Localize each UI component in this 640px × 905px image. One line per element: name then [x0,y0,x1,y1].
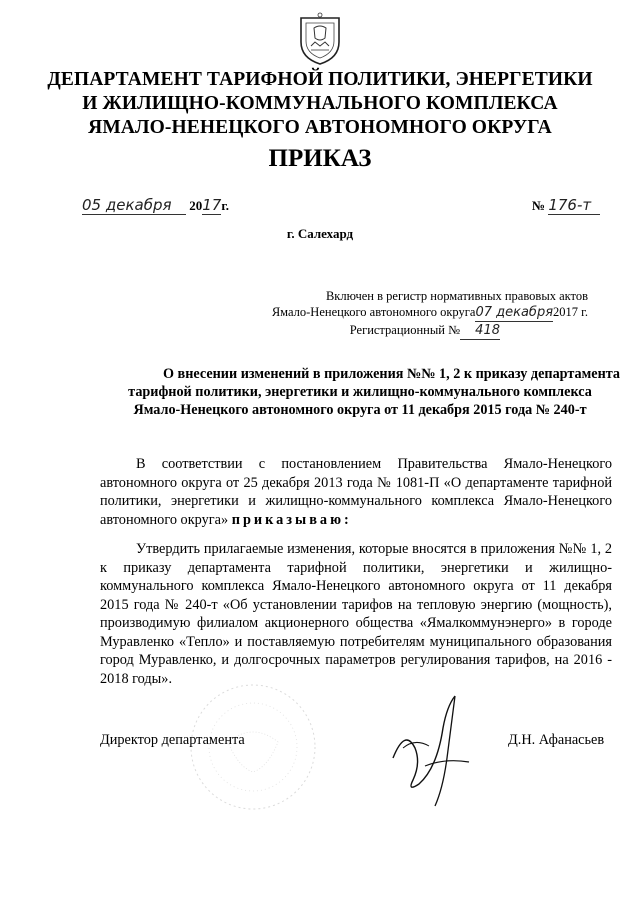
order-year-handwritten: 17 [202,196,222,214]
registration-line-3 [160,322,500,340]
subject-line-3: Ямало-Ненецкого автономного округа от 11 декабря 2015 года № 240-т [133,402,587,418]
order-subject [100,365,620,419]
order-number [532,196,600,215]
registration-year: 2017 г. [553,305,588,319]
registration-line-2 [160,304,588,322]
order-number-handwritten: 176-т [548,196,600,215]
department-header [30,68,610,140]
registration-number-label: Регистрационный № [349,323,460,337]
resolution-paragraph: Утвердить прилагаемые изменения, которые вносятся в приложения №№ 1, 2 к приказу департамента тарифной политики, энергетики и жилищно-коммунального комплекса Ямало-Ненецкого автономного округа от 11 декабря 2015 года № 240-т «Об установлении тарифов на тепловую энергию (мощность), производимую филиалом акционерного общества «Ямалкоммунэнерго» в городе Муравленко «Тепло» и поставляемую потребителям муниципального образования город Муравленко, и долгосрочных параметров регулирования тарифов, на 2016 - 2018 годы». [100,541,612,687]
order-date-handwritten: 05 декабря [82,196,186,215]
department-line-1: ДЕПАРТАМЕНТ ТАРИФНОЙ ПОЛИТИКИ, ЭНЕРГЕТИКИ [47,69,593,90]
director-position: Директор департамента [100,732,245,748]
preamble-paragraph [100,455,612,529]
registration-region: Ямало-Ненецкого автономного округа [271,305,476,319]
order-date [82,196,229,215]
director-name: Д.Н. Афанасьев [508,732,605,748]
department-line-3: ЯМАЛО-НЕНЕЦКОГО АВТОНОМНОГО ОКРУГА [88,117,552,138]
subject-line-1: О внесении изменений в приложения №№ 1, 2 к приказу департамента [162,366,620,382]
subject-line-2: тарифной политики, энергетики и жилищно-коммунального комплекса [128,384,592,400]
document-type-title: ПРИКАЗ [268,145,372,172]
order-year-suffix: г. [221,198,230,213]
order-year-prefix: 20 [189,198,203,213]
registration-number-handwritten: 418 [460,323,500,340]
order-verb: приказываю: [231,511,352,528]
order-number-label: № [532,198,546,213]
registration-line-1: Включен в регистр нормативных правовых актов [325,289,588,303]
registration-date-handwritten: 07 декабря [475,305,554,320]
handwritten-signature [385,688,475,808]
department-line-2: И ЖИЛИЩНО-КОММУНАЛЬНОГО КОМПЛЕКСА [82,93,558,114]
preamble-text: В соответствии с постановлением Правительства Ямало-Ненецкого автономного округа от 25 декабря 2013 года № 1081-П «О департаменте тарифной политики, энергетики и жилищно-коммунального комплекса Ямало-Ненецкого автономного округа» [100,456,612,528]
registration-block [160,288,590,340]
city-line: г. Салехард [286,226,354,241]
coat-of-arms-icon [297,12,343,66]
